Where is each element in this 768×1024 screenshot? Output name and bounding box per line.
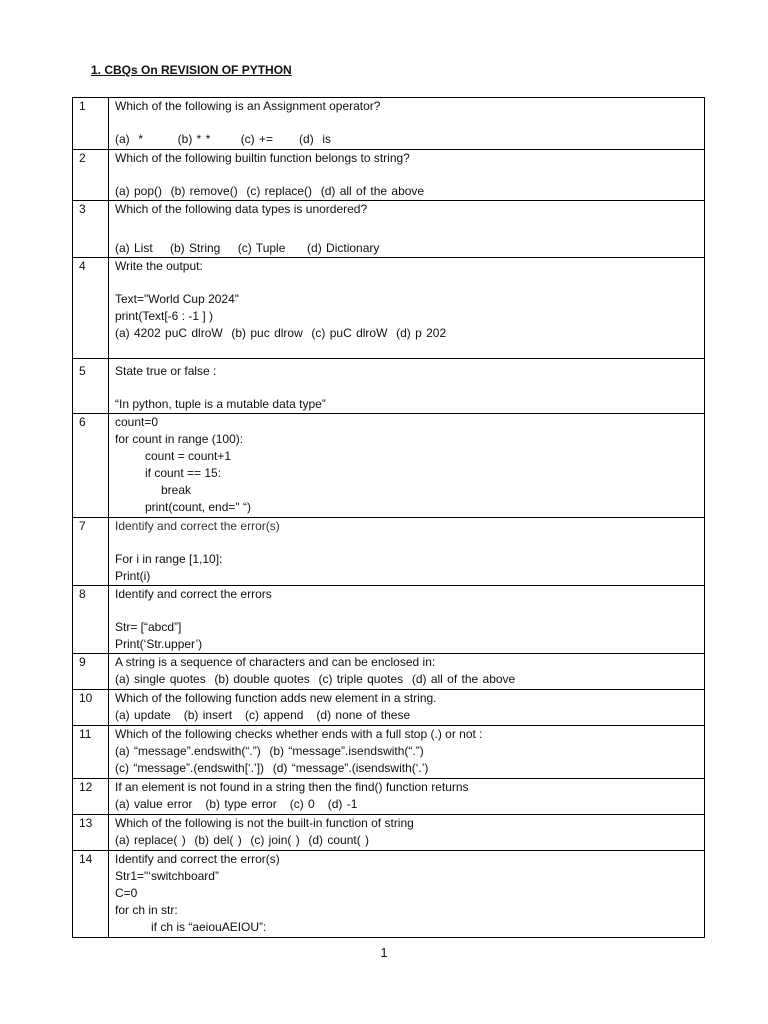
code-line: break xyxy=(161,483,192,497)
question-content xyxy=(109,779,705,815)
question-number: 7 xyxy=(73,518,109,586)
answer-options: (c) “message”.(endswith[‘.’]) (d) “message”.(isendswith(‘.’) xyxy=(115,761,429,775)
question-text: Which of the following data types is unordered? xyxy=(115,202,368,216)
code-line: For i in range [1,10]: xyxy=(115,552,223,566)
question-text: Which of the following is an Assignment operator? xyxy=(115,99,381,113)
question-text: State true or false : xyxy=(115,364,217,378)
question-number: 4 xyxy=(73,258,109,359)
code-line: Str1="‘switchboard” xyxy=(115,869,219,883)
table-row xyxy=(73,258,705,359)
table-row xyxy=(73,150,705,201)
answer-options: (a) replace( ) (b) del( ) (c) join( ) (d) count( ) xyxy=(115,833,370,847)
question-number: 8 xyxy=(73,586,109,654)
question-number: 11 xyxy=(73,726,109,779)
question-content xyxy=(109,690,705,726)
question-content xyxy=(109,201,705,258)
question-text: If an element is not found in a string then the find() function returns xyxy=(115,780,469,794)
question-content xyxy=(109,726,705,779)
question-number: 1 xyxy=(73,98,109,150)
question-text: Which of the following checks whether ends with a full stop (.) or not : xyxy=(115,727,483,741)
table-row xyxy=(73,690,705,726)
blank-line xyxy=(115,218,698,234)
answer-options: (a) * (b) * * (c) += (d) is xyxy=(115,132,332,146)
table-row xyxy=(73,98,705,150)
question-content xyxy=(109,359,705,414)
answer-options: (a) List (b) String (c) Tuple (d) Dictionary xyxy=(115,241,380,255)
blank-line xyxy=(115,535,698,551)
code-line: if count == 15: xyxy=(145,466,222,480)
code-line: for ch in str: xyxy=(115,903,178,917)
question-number: 5 xyxy=(73,359,109,414)
blank-line xyxy=(115,380,698,396)
code-line: count = count+1 xyxy=(145,449,232,463)
table-row xyxy=(73,654,705,690)
question-text: Identify and correct the errors xyxy=(115,587,272,601)
code-line: print(Text[-6 : -1 ] ) xyxy=(115,309,214,323)
question-content xyxy=(109,518,705,586)
question-text: Identify and correct the error(s) xyxy=(115,519,280,533)
question-text: Which of the following builtin function belongs to string? xyxy=(115,151,410,165)
table-row xyxy=(73,726,705,779)
question-text: Identify and correct the error(s) xyxy=(115,852,280,866)
question-number: 3 xyxy=(73,201,109,258)
table-row xyxy=(73,851,705,938)
answer-options: (a) value error (b) type error (c) 0 (d) -1 xyxy=(115,797,358,811)
question-text: A string is a sequence of characters and can be enclosed in: xyxy=(115,655,436,669)
question-content xyxy=(109,815,705,851)
question-content xyxy=(109,586,705,654)
question-number: 14 xyxy=(73,851,109,938)
question-text: Which of the following is not the built-in function of string xyxy=(115,816,414,830)
table-row xyxy=(73,518,705,586)
code-line: count=0 xyxy=(115,415,159,429)
code-line: if ch is “aeiouAEIOU”: xyxy=(151,920,267,934)
table-row xyxy=(73,586,705,654)
code-line: Print(‘Str.upper’) xyxy=(115,637,203,651)
question-content xyxy=(109,98,705,150)
code-line: Print(i) xyxy=(115,569,151,583)
question-content xyxy=(109,258,705,359)
answer-options: (a) pop() (b) remove() (c) replace() (d) all of the above xyxy=(115,184,425,198)
statement-text: “In python, tuple is a mutable data type” xyxy=(115,397,326,411)
question-text: Write the output: xyxy=(115,259,203,273)
question-content xyxy=(109,150,705,201)
code-line: for count in range (100): xyxy=(115,432,244,446)
questions-table xyxy=(72,97,705,938)
table-row xyxy=(73,201,705,258)
code-line: print(count, end=" “) xyxy=(145,500,251,514)
blank-line xyxy=(115,167,698,183)
question-number: 6 xyxy=(73,414,109,518)
page-title: 1. CBQs On REVISION OF PYTHON xyxy=(91,63,292,77)
table-row xyxy=(73,815,705,851)
answer-options: (a) 4202 puC dlroW (b) puc dlrow (c) puC dlroW (d) p 202 xyxy=(115,326,447,340)
blank-line xyxy=(115,115,698,131)
question-text: Which of the following function adds new element in a string. xyxy=(115,691,437,705)
blank-line xyxy=(115,275,698,291)
code-line: Text="World Cup 2024" xyxy=(115,292,240,306)
question-number: 9 xyxy=(73,654,109,690)
question-number: 12 xyxy=(73,779,109,815)
question-content xyxy=(109,851,705,938)
table-row xyxy=(73,414,705,518)
code-line: C=0 xyxy=(115,886,138,900)
answer-options: (a) single quotes (b) double quotes (c) triple quotes (d) all of the above xyxy=(115,672,516,686)
code-line: Str= [“abcd”] xyxy=(115,620,182,634)
question-number: 13 xyxy=(73,815,109,851)
question-content xyxy=(109,654,705,690)
question-content xyxy=(109,414,705,518)
table-row xyxy=(73,779,705,815)
question-number: 10 xyxy=(73,690,109,726)
page-number: 1 xyxy=(380,945,388,960)
question-number: 2 xyxy=(73,150,109,201)
answer-options: (a) “message”.endswith(“.”) (b) “message”.isendswith(“.”) xyxy=(115,744,424,758)
table-row xyxy=(73,359,705,414)
answer-options: (a) update (b) insert (c) append (d) none of these xyxy=(115,708,411,722)
blank-line xyxy=(115,603,698,619)
